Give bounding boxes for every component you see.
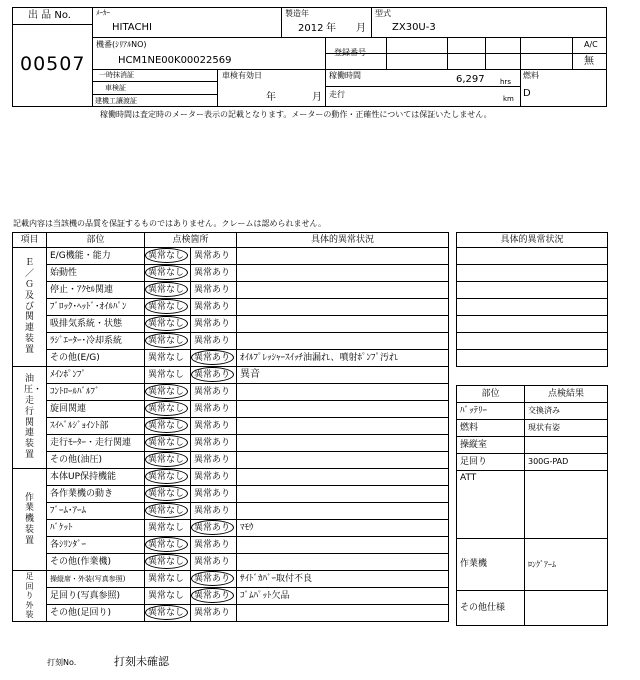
maker-label: ﾒｰｶｰ [96,9,110,17]
result-part: ﾊﾞｯﾃﾘｰ [457,403,525,420]
part-name: ﾗｼﾞｴｰﾀｰ･冷却系統 [47,333,145,350]
abnormal-detail [237,503,449,520]
normal-label: 異常なし [148,318,185,329]
abnormal-label: 異常あり [194,284,231,295]
group-label: 油圧・走行関連装置 [13,367,47,469]
result-row [457,437,608,454]
month-unit: 月 [356,23,366,34]
year-unit: 年 [326,23,336,34]
normal-label: 異常なし [148,556,185,567]
normal-label: 異常なし [148,403,185,414]
status-normal[interactable] [145,248,191,265]
abnormal-detail [237,299,449,316]
result-row [457,591,608,626]
lot-label: 出 品 No. [28,10,71,21]
status-abnormal[interactable] [191,316,237,333]
part-name: その他(油圧) [47,452,145,469]
result-row [457,539,608,591]
checklist-table [12,232,449,622]
result-value [525,471,608,539]
inspection-expiry-label: 車検有効日 [222,71,262,80]
result-row [457,420,608,437]
abnormal-detail [237,265,449,282]
selected-ring [145,503,188,518]
abnormal-detail: ｻｲﾄﾞｶﾊﾞｰ取付不良 [237,571,449,588]
result-row [457,454,608,471]
result-value [525,437,608,454]
status-normal[interactable] [145,418,191,435]
part-name: ﾒｲﾝﾎﾟﾝﾌﾟ [47,367,145,384]
part-name: 始動性 [47,265,145,282]
status-abnormal[interactable] [191,384,237,401]
normal-label: 異常なし [148,539,185,550]
part-name: 吸排気系統・状態 [47,316,145,333]
normal-label: 異常なし [148,301,185,312]
abnormal-detail [237,418,449,435]
right-result-table [456,385,608,626]
header-frame [12,7,607,107]
abnormal-detail [237,469,449,486]
status-abnormal[interactable] [191,520,237,537]
right-detail-row [457,350,608,367]
result-col-part: 部位 [457,386,525,403]
checklist-header-row [13,233,449,248]
result-value: 交換済み [525,403,608,420]
part-name: 各ｼﾘﾝﾀﾞｰ [47,537,145,554]
checklist-row [13,299,449,316]
right-detail-cell [457,248,608,265]
checklist-row [13,452,449,469]
selected-ring [145,469,188,484]
cert-transfer: 建機工讓渡証 [95,97,137,105]
registration-label: 登録番号 [334,48,366,57]
result-part: 足回り [457,454,525,471]
checklist-row [13,571,449,588]
result-row [457,471,608,539]
cert-vehicle-inspection: 車検証 [105,84,126,92]
hours-label: 稼働時間 [329,71,361,80]
abnormal-detail [237,605,449,622]
status-normal[interactable] [145,367,191,384]
right-detail-cell [457,333,608,350]
model-value: ZX30U-3 [392,22,436,33]
status-normal[interactable] [145,384,191,401]
checklist-row [13,248,449,265]
part-name: 走行ﾓｰﾀｰ・走行関連 [47,435,145,452]
checklist-row [13,401,449,418]
checklist-row [13,486,449,503]
checklist-row [13,588,449,605]
normal-label: 異常なし [148,488,185,499]
status-abnormal[interactable] [191,537,237,554]
selected-ring [191,520,234,535]
normal-label: 異常なし [148,420,185,431]
normal-label: 異常なし [148,386,185,397]
selected-ring [145,401,188,416]
status-normal[interactable] [145,486,191,503]
right-detail-header: 具体的異常状況 [457,233,608,248]
status-normal[interactable] [145,282,191,299]
right-detail-row [457,282,608,299]
normal-label: 異常なし [148,454,185,465]
quality-disclaimer: 記載内容は当該機の品質を保証するものではありません。クレームは認められません。 [13,219,326,228]
selected-ring [145,299,188,314]
selected-ring [191,367,234,382]
status-abnormal[interactable] [191,554,237,571]
result-value: ﾛﾝｸﾞｱｰﾑ [525,539,608,591]
year-value: 2012 [298,23,324,34]
right-detail-cell [457,350,608,367]
abnormal-label: 異常あり [194,437,231,448]
year-label: 製造年 [285,9,309,18]
status-normal[interactable] [145,350,191,367]
abnormal-detail: ﾏﾓｳ [237,520,449,537]
abnormal-label: 異常あり [194,556,231,567]
group-label: 足回り外装 [13,571,47,622]
part-name: E/G機能・能力 [47,248,145,265]
abnormal-label: 異常あり [194,267,231,278]
status-abnormal[interactable] [191,418,237,435]
cert-temp-deregistration: 一時抹消証 [99,71,134,79]
result-part: その他仕様 [457,591,525,626]
part-name: 本体UP保持機能 [47,469,145,486]
abnormal-label: 異常あり [194,420,231,431]
part-name: 足回り(写真参照) [47,588,145,605]
status-normal[interactable] [145,452,191,469]
selected-ring [191,350,234,365]
selected-ring [191,571,234,586]
selected-ring [145,554,188,569]
right-detail-row [457,333,608,350]
status-normal[interactable] [145,554,191,571]
status-abnormal[interactable] [191,588,237,605]
checklist-row [13,418,449,435]
normal-label: 異常なし [148,250,185,261]
normal-label: 異常なし [148,590,185,601]
col-header-check: 点検箇所 [145,233,237,248]
status-abnormal[interactable] [191,486,237,503]
selected-ring [145,452,188,467]
status-normal[interactable] [145,503,191,520]
stamp-value: 打刻未確認 [114,655,169,668]
right-detail-cell [457,282,608,299]
hours-value: 6,297 [456,74,485,85]
col-header-detail: 具体的異常状況 [237,233,449,248]
checklist-row [13,520,449,537]
selected-ring [145,384,188,399]
selected-ring [145,605,188,620]
status-normal[interactable] [145,265,191,282]
result-part: 作業機 [457,539,525,591]
inspection-month-unit: 月 [312,92,322,103]
normal-label: 異常なし [148,369,185,380]
abnormal-label: 異常あり [194,335,231,346]
selected-ring [145,435,188,450]
abnormal-label: 異常あり [194,403,231,414]
group-label: 作業機装置 [13,469,47,571]
status-abnormal[interactable] [191,248,237,265]
result-part: ATT [457,471,525,539]
serial-label: 機番(ｼﾘｱﾙNO) [96,40,147,49]
abnormal-label: 異常あり [194,522,231,533]
abnormal-label: 異常あり [194,488,231,499]
abnormal-detail [237,282,449,299]
normal-label: 異常なし [148,505,185,516]
abnormal-detail [237,486,449,503]
part-name: その他(E/G) [47,350,145,367]
abnormal-detail: ｺﾞﾑﾊﾟｯﾄ欠品 [237,588,449,605]
status-abnormal[interactable] [191,350,237,367]
abnormal-detail [237,248,449,265]
abnormal-label: 異常あり [194,301,231,312]
abnormal-label: 異常あり [194,250,231,261]
abnormal-label: 異常あり [194,539,231,550]
selected-ring [145,282,188,297]
abnormal-detail [237,333,449,350]
abnormal-label: 異常あり [194,505,231,516]
part-name: ﾌﾞﾛｯｸ･ﾍｯﾄﾞ･ｵｲﾙﾊﾟﾝ [47,299,145,316]
normal-label: 異常なし [148,522,185,533]
normal-label: 異常なし [148,335,185,346]
right-detail-row [457,316,608,333]
ac-value: 無 [584,56,594,67]
right-detail-cell [457,316,608,333]
status-abnormal[interactable] [191,503,237,520]
status-abnormal[interactable] [191,571,237,588]
status-normal[interactable] [145,333,191,350]
selected-ring [145,316,188,331]
model-label: 型式 [375,9,391,18]
abnormal-label: 異常あり [194,318,231,329]
result-row [457,403,608,420]
right-detail-row [457,299,608,316]
status-abnormal[interactable] [191,452,237,469]
result-part: 操縦室 [457,437,525,454]
selected-ring [145,333,188,348]
abnormal-detail [237,452,449,469]
part-name: その他(作業機) [47,554,145,571]
right-detail-cell [457,299,608,316]
checklist-row [13,350,449,367]
status-normal[interactable] [145,299,191,316]
maker-value: HITACHI [112,22,152,33]
right-detail-row [457,265,608,282]
part-name: ﾊﾞｹｯﾄ [47,520,145,537]
status-normal[interactable] [145,537,191,554]
status-normal[interactable] [145,469,191,486]
checklist-row [13,503,449,520]
normal-label: 異常なし [148,284,185,295]
abnormal-detail: 異音 [237,367,449,384]
abnormal-label: 異常あり [194,590,231,601]
status-normal[interactable] [145,435,191,452]
abnormal-detail [237,384,449,401]
checklist-row [13,367,449,384]
part-name: 旋回関連 [47,401,145,418]
right-detail-table [456,232,608,367]
status-normal[interactable] [145,401,191,418]
travel-label: 走行 [329,90,345,99]
abnormal-label: 異常あり [194,454,231,465]
result-col-result: 点検結果 [525,386,608,403]
status-abnormal[interactable] [191,401,237,418]
status-normal[interactable] [145,605,191,622]
checklist-row [13,316,449,333]
normal-label: 異常なし [148,607,185,618]
part-name: ｺﾝﾄﾛｰﾙﾊﾞﾙﾌﾞ [47,384,145,401]
ac-label: A/C [584,40,598,49]
result-value: 300G-PAD [525,454,608,471]
normal-label: 異常なし [148,267,185,278]
abnormal-detail [237,435,449,452]
hours-disclaimer: 稼働時間は査定時のメーター表示の記載となります。メーターの動作・正確性については保証いたしません。 [100,110,492,119]
status-abnormal[interactable] [191,282,237,299]
selected-ring [145,248,188,263]
km-unit: km [503,95,514,103]
abnormal-detail [237,554,449,571]
inspection-year-unit: 年 [266,92,276,103]
abnormal-detail: ｵｲﾙﾌﾟﾚｯｼｬｰｽｲｯﾁ油漏れ、噴射ﾎﾟﾝﾌﾟ汚れ [237,350,449,367]
selected-ring [145,537,188,552]
result-part: 燃料 [457,420,525,437]
lot-number: 00507 [20,53,86,75]
status-normal[interactable] [145,588,191,605]
right-detail-cell [457,265,608,282]
normal-label: 異常なし [148,471,185,482]
normal-label: 異常なし [148,573,185,584]
selected-ring [145,486,188,501]
abnormal-detail [237,401,449,418]
result-value [525,591,608,626]
status-normal[interactable] [145,520,191,537]
checklist-row [13,469,449,486]
part-name: 各作業機の動き [47,486,145,503]
stamp-label: 打刻No. [47,658,77,667]
part-name: 停止・ｱｸｾﾙ関連 [47,282,145,299]
checklist-row [13,282,449,299]
abnormal-label: 異常あり [194,369,231,380]
abnormal-label: 異常あり [194,352,231,363]
right-detail-header-row [457,233,608,248]
col-header-item: 項目 [13,233,47,248]
part-name: その他(足回り) [47,605,145,622]
serial-value: HCM1NE00K00022569 [118,55,232,66]
status-abnormal[interactable] [191,265,237,282]
group-label: Ｅ／Ｇ及び関連装置 [13,248,47,367]
part-name: ｽｲﾍﾞﾙｼﾞｮｲﾝﾄ部 [47,418,145,435]
selected-ring [191,588,234,603]
abnormal-label: 異常あり [194,573,231,584]
right-result-header-row [457,386,608,403]
result-value: 現状有姿 [525,420,608,437]
status-abnormal[interactable] [191,299,237,316]
fuel-label: 燃料 [523,71,539,80]
selected-ring [145,418,188,433]
status-abnormal[interactable] [191,469,237,486]
checklist-row [13,554,449,571]
status-abnormal[interactable] [191,367,237,384]
checklist-row [13,605,449,622]
status-normal[interactable] [145,316,191,333]
abnormal-detail [237,537,449,554]
checklist-row [13,537,449,554]
abnormal-detail [237,316,449,333]
col-header-part: 部位 [47,233,145,248]
status-abnormal[interactable] [191,605,237,622]
status-abnormal[interactable] [191,435,237,452]
checklist-row [13,384,449,401]
abnormal-label: 異常あり [194,471,231,482]
part-name: ﾌﾞｰﾑ･ｱｰﾑ [47,503,145,520]
selected-ring [145,265,188,280]
status-normal[interactable] [145,571,191,588]
part-name: 操縦席・外装(写真参照) [47,571,145,588]
abnormal-label: 異常あり [194,386,231,397]
normal-label: 異常なし [148,437,185,448]
fuel-value: D [523,88,531,99]
right-detail-row [457,248,608,265]
normal-label: 異常なし [148,352,185,363]
checklist-row [13,265,449,282]
abnormal-label: 異常あり [194,607,231,618]
status-abnormal[interactable] [191,333,237,350]
checklist-row [13,333,449,350]
hours-unit: hrs [500,78,511,86]
checklist-row [13,435,449,452]
